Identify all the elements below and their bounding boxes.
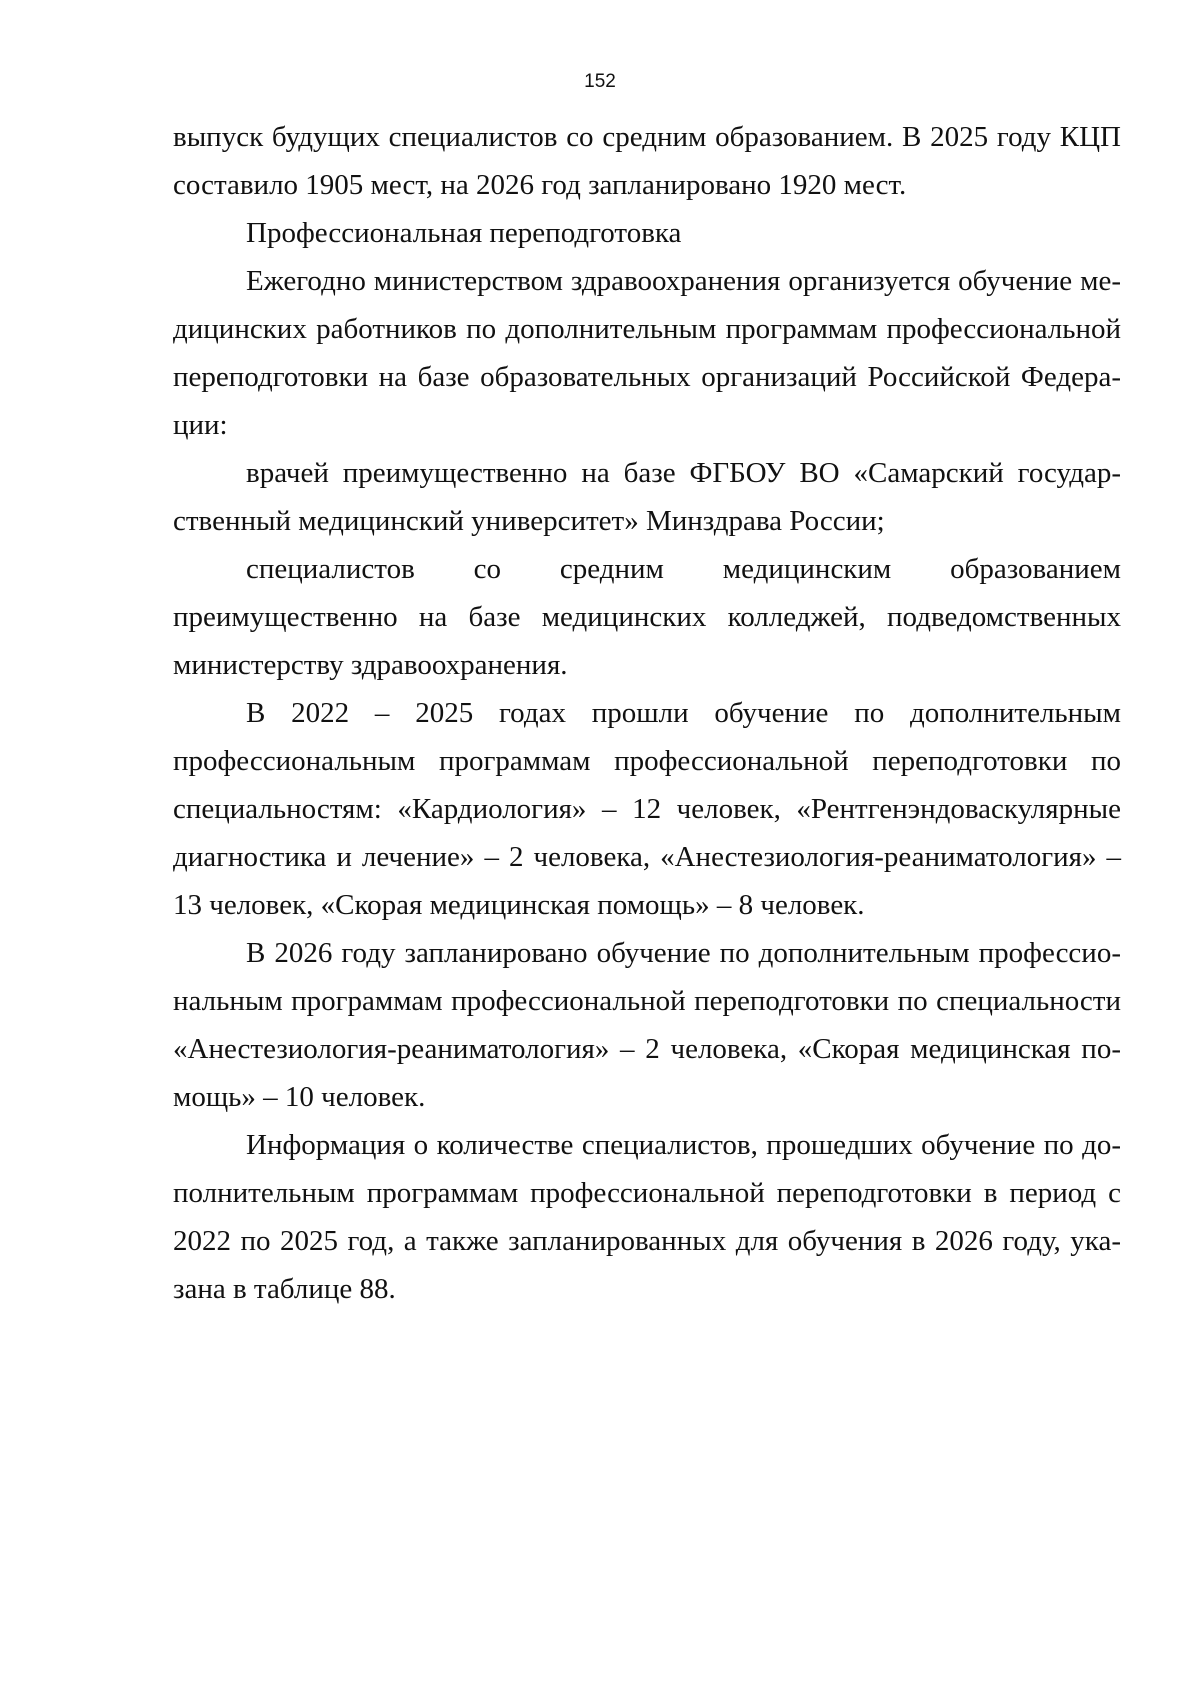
paragraph-continuation: выпуск будущих специалистов со средним образованием. В 2025 году КЦП составило 1905 мест, на 2026 год запланировано 1920 мест. (173, 121, 1121, 201)
page-number: 152 (584, 71, 616, 92)
list-item-doctors: врачей преимущественно на базе ФГБОУ ВО «Самарский государственный медицинский университет» Минздрава России; (173, 457, 1121, 537)
paragraph: В 2022 – 2025 годах прошли обучение по дополнительным профессиональным программам профессиональной переподготовки по специальностям: «Кардиология» – 12 человек, «Рентгенэндоваскулярные диагностика и лечение» – 2 человека, «Анестезиология-реаниматология» – 13 человек, «Скорая медицинская помощь» – 8 человек. (173, 697, 1121, 921)
paragraph: Информация о количестве специалистов, прошедших обучение по дополнительным программам профессиональной переподготовки в период с 2022 по 2025 год, а также запланированных для обучения в 2026 году, указана в таблице 88. (173, 1129, 1121, 1305)
document-body (173, 113, 1121, 1313)
paragraph: В 2026 году запланировано обучение по дополнительным профессиональным программам профессиональной переподготовки по специальности «Анестезиология-реаниматология» – 2 человека, «Скорая медицинская помощь» – 10 человек. (173, 937, 1121, 1113)
list-item-nurses: специалистов со средним медицинским образованием преимущественно на базе медицинских колледжей, подведомственных министерству здравоохранения. (173, 553, 1121, 681)
section-heading: Профессиональная переподготовка (246, 217, 682, 249)
paragraph: Ежегодно министерством здравоохранения организуется обучение медицинских работников по дополнительным программам профессиональной переподготовки на базе образовательных организаций Российской Федерации: (173, 265, 1121, 441)
